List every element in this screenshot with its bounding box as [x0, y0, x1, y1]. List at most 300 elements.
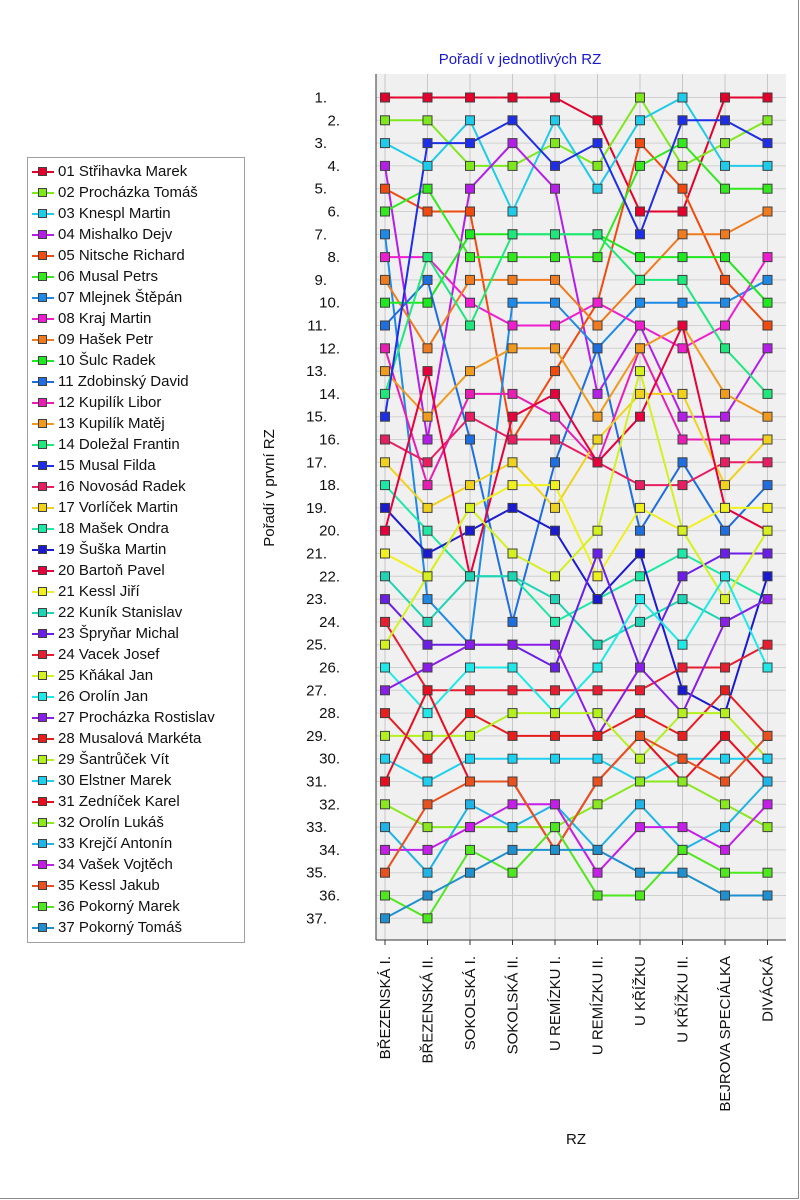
- data-point: [508, 275, 517, 284]
- legend-label: 03 Knespl Martin: [58, 205, 171, 222]
- data-point: [636, 253, 645, 262]
- legend-label: 21 Kessl Jiří: [58, 583, 140, 600]
- data-point: [551, 754, 560, 763]
- data-point: [551, 253, 560, 262]
- data-point: [508, 389, 517, 398]
- data-point: [636, 275, 645, 284]
- legend-item: [32, 581, 140, 602]
- data-point: [551, 458, 560, 467]
- data-point: [593, 686, 602, 695]
- legend-label: 29 Šantrůček Vít: [58, 751, 169, 768]
- data-point: [423, 617, 432, 626]
- legend-item: [32, 350, 156, 371]
- data-point: [508, 572, 517, 581]
- data-point: [423, 686, 432, 695]
- data-point: [678, 184, 687, 193]
- legend-label: 31 Zedníček Karel: [58, 793, 180, 810]
- legend-swatch: [32, 544, 54, 556]
- data-point: [466, 481, 475, 490]
- data-point: [721, 253, 730, 262]
- data-point: [466, 298, 475, 307]
- data-point: [636, 663, 645, 672]
- data-point: [381, 777, 390, 786]
- data-point: [636, 139, 645, 148]
- legend: [27, 157, 245, 943]
- chart-title: Pořadí v jednotlivých RZ: [438, 51, 602, 68]
- legend-label: 28 Musalová Markéta: [58, 730, 202, 747]
- data-point: [508, 503, 517, 512]
- data-point: [423, 207, 432, 216]
- data-point: [423, 412, 432, 421]
- data-point: [508, 435, 517, 444]
- data-point: [551, 731, 560, 740]
- data-point: [551, 412, 560, 421]
- data-point: [551, 503, 560, 512]
- data-point: [551, 686, 560, 695]
- data-point: [466, 868, 475, 877]
- data-point: [678, 207, 687, 216]
- data-point: [466, 845, 475, 854]
- legend-swatch: [32, 229, 54, 241]
- legend-swatch: [32, 376, 54, 388]
- data-point: [508, 298, 517, 307]
- data-point: [721, 868, 730, 877]
- data-point: [381, 207, 390, 216]
- data-point: [466, 686, 475, 695]
- data-point: [551, 321, 560, 330]
- data-point: [423, 184, 432, 193]
- legend-label: 08 Kraj Martin: [58, 310, 152, 327]
- data-point: [593, 731, 602, 740]
- legend-label: 16 Novosád Radek: [58, 478, 186, 495]
- data-point: [678, 139, 687, 148]
- legend-swatch: [32, 439, 54, 451]
- legend-item: [32, 791, 180, 812]
- y-tick-label: 34.: [319, 841, 340, 859]
- data-point: [763, 161, 772, 170]
- data-point: [381, 298, 390, 307]
- data-point: [593, 253, 602, 262]
- data-point: [763, 549, 772, 558]
- data-point: [721, 823, 730, 832]
- x-tick-label: BEJROVA SPECIÁLKA: [717, 956, 734, 1112]
- data-point: [508, 868, 517, 877]
- data-point: [678, 253, 687, 262]
- data-point: [636, 526, 645, 535]
- data-point: [466, 253, 475, 262]
- data-point: [763, 754, 772, 763]
- legend-swatch: [32, 859, 54, 871]
- legend-swatch: [32, 691, 54, 703]
- y-tick-label: 1.: [314, 89, 327, 107]
- data-point: [508, 663, 517, 672]
- data-point: [721, 230, 730, 239]
- data-point: [721, 503, 730, 512]
- data-point: [763, 891, 772, 900]
- data-point: [381, 823, 390, 832]
- y-tick-label: 11.: [307, 317, 327, 335]
- legend-label: 36 Pokorný Marek: [58, 898, 180, 915]
- data-point: [381, 321, 390, 330]
- data-point: [763, 321, 772, 330]
- data-point: [721, 709, 730, 718]
- data-point: [381, 503, 390, 512]
- data-point: [636, 731, 645, 740]
- data-point: [381, 845, 390, 854]
- legend-item: [32, 434, 180, 455]
- data-point: [423, 754, 432, 763]
- data-point: [636, 868, 645, 877]
- data-point: [678, 709, 687, 718]
- data-point: [763, 526, 772, 535]
- data-point: [423, 481, 432, 490]
- data-point: [721, 139, 730, 148]
- data-point: [636, 823, 645, 832]
- data-point: [593, 891, 602, 900]
- data-point: [763, 184, 772, 193]
- data-point: [678, 116, 687, 125]
- data-point: [381, 230, 390, 239]
- data-point: [636, 161, 645, 170]
- data-point: [423, 709, 432, 718]
- data-point: [636, 367, 645, 376]
- legend-item: [32, 329, 153, 350]
- data-point: [381, 526, 390, 535]
- y-tick-label: 21.: [306, 545, 327, 563]
- data-point: [593, 458, 602, 467]
- data-point: [423, 595, 432, 604]
- legend-swatch: [32, 817, 54, 829]
- legend-label: 20 Bartoň Pavel: [58, 562, 165, 579]
- data-point: [593, 709, 602, 718]
- data-point: [551, 367, 560, 376]
- legend-item: [32, 686, 148, 707]
- data-point: [636, 344, 645, 353]
- data-point: [593, 321, 602, 330]
- data-point: [593, 777, 602, 786]
- legend-item: [32, 392, 161, 413]
- data-point: [423, 253, 432, 262]
- data-point: [381, 640, 390, 649]
- data-point: [721, 845, 730, 854]
- data-point: [423, 868, 432, 877]
- data-point: [381, 367, 390, 376]
- x-tick-label: U REMÍZKU II.: [589, 956, 607, 1056]
- data-point: [381, 435, 390, 444]
- data-point: [466, 230, 475, 239]
- data-point: [466, 389, 475, 398]
- legend-swatch: [32, 208, 54, 220]
- data-point: [763, 207, 772, 216]
- legend-label: 09 Hašek Petr: [58, 331, 154, 348]
- data-point: [466, 503, 475, 512]
- legend-label: 35 Kessl Jakub: [58, 877, 160, 894]
- data-point: [636, 230, 645, 239]
- data-point: [466, 161, 475, 170]
- legend-swatch: [32, 355, 54, 367]
- data-point: [381, 914, 390, 923]
- data-point: [551, 595, 560, 604]
- y-tick-label: 28.: [319, 705, 340, 723]
- data-point: [678, 298, 687, 307]
- data-point: [381, 731, 390, 740]
- data-point: [763, 595, 772, 604]
- data-point: [721, 344, 730, 353]
- legend-label: 12 Kupilík Libor: [58, 394, 162, 411]
- data-point: [381, 93, 390, 102]
- data-point: [381, 891, 390, 900]
- data-point: [763, 800, 772, 809]
- data-point: [721, 184, 730, 193]
- y-tick-label: 27.: [306, 682, 327, 700]
- data-point: [381, 868, 390, 877]
- data-point: [508, 458, 517, 467]
- data-point: [721, 435, 730, 444]
- legend-label: 01 Střihavka Marek: [58, 163, 188, 180]
- data-point: [593, 389, 602, 398]
- legend-item: [32, 224, 172, 245]
- data-point: [466, 800, 475, 809]
- data-point: [636, 595, 645, 604]
- legend-swatch: [32, 523, 54, 535]
- y-tick-label: 5.: [314, 180, 327, 198]
- legend-item: [32, 182, 198, 203]
- y-tick-label: 36.: [319, 887, 340, 905]
- data-point: [381, 800, 390, 809]
- legend-item: [32, 749, 169, 770]
- y-tick-label: 8.: [327, 249, 340, 267]
- legend-swatch: [32, 460, 54, 472]
- y-tick-label: 13.: [306, 363, 327, 381]
- legend-item: [32, 707, 215, 728]
- data-point: [636, 298, 645, 307]
- legend-label: 13 Kupilík Matěj: [58, 415, 165, 432]
- data-point: [678, 230, 687, 239]
- legend-label: 04 Mishalko Dejv: [58, 226, 173, 243]
- data-point: [466, 139, 475, 148]
- data-point: [593, 230, 602, 239]
- data-point: [721, 754, 730, 763]
- data-point: [593, 663, 602, 672]
- data-point: [593, 868, 602, 877]
- data-point: [381, 412, 390, 421]
- legend-item: [32, 287, 182, 308]
- legend-item: [32, 812, 164, 833]
- legend-label: 06 Musal Petrs: [58, 268, 159, 285]
- data-point: [551, 481, 560, 490]
- data-point: [636, 572, 645, 581]
- data-point: [551, 184, 560, 193]
- legend-label: 24 Vacek Josef: [58, 646, 160, 663]
- x-tick-label: DIVÁCKÁ: [759, 956, 777, 1022]
- data-point: [593, 184, 602, 193]
- y-tick-label: 22.: [319, 568, 340, 586]
- legend-swatch: [32, 187, 54, 199]
- data-point: [721, 412, 730, 421]
- data-point: [508, 686, 517, 695]
- data-point: [508, 412, 517, 421]
- data-point: [423, 640, 432, 649]
- legend-swatch: [32, 649, 54, 661]
- y-tick-label: 17.: [306, 454, 327, 472]
- data-point: [721, 321, 730, 330]
- data-point: [636, 617, 645, 626]
- data-point: [636, 321, 645, 330]
- data-point: [763, 412, 772, 421]
- legend-swatch: [32, 733, 54, 745]
- legend-item: [32, 602, 182, 623]
- y-tick-label: 18.: [319, 477, 340, 495]
- data-point: [466, 275, 475, 284]
- data-point: [763, 458, 772, 467]
- data-point: [636, 116, 645, 125]
- legend-label: 19 Šuška Martin: [58, 541, 167, 558]
- data-point: [721, 161, 730, 170]
- legend-item: [32, 854, 173, 875]
- legend-swatch: [32, 670, 54, 682]
- data-point: [721, 617, 730, 626]
- legend-swatch: [32, 775, 54, 787]
- data-point: [636, 481, 645, 490]
- data-point: [508, 139, 517, 148]
- data-point: [678, 549, 687, 558]
- data-point: [593, 139, 602, 148]
- data-point: [721, 663, 730, 672]
- data-point: [593, 640, 602, 649]
- data-point: [636, 93, 645, 102]
- data-point: [508, 823, 517, 832]
- data-point: [636, 800, 645, 809]
- data-point: [763, 93, 772, 102]
- data-point: [678, 868, 687, 877]
- data-point: [551, 116, 560, 125]
- data-point: [593, 572, 602, 581]
- data-point: [678, 161, 687, 170]
- data-point: [381, 549, 390, 558]
- data-point: [466, 640, 475, 649]
- y-tick-label: 23.: [306, 591, 327, 609]
- data-point: [508, 344, 517, 353]
- y-tick-label: 32.: [319, 796, 340, 814]
- data-point: [381, 572, 390, 581]
- data-point: [551, 230, 560, 239]
- x-tick-label: SOKOLSKÁ II.: [504, 956, 522, 1055]
- data-point: [678, 572, 687, 581]
- data-point: [678, 731, 687, 740]
- legend-swatch: [32, 502, 54, 514]
- data-point: [466, 731, 475, 740]
- legend-label: 34 Vašek Vojtěch: [58, 856, 173, 873]
- data-point: [466, 207, 475, 216]
- y-tick-label: 19.: [306, 499, 327, 517]
- data-point: [508, 253, 517, 262]
- data-point: [763, 503, 772, 512]
- y-tick-label: 9.: [314, 271, 327, 289]
- legend-item: [32, 770, 171, 791]
- data-point: [636, 207, 645, 216]
- data-point: [763, 663, 772, 672]
- data-point: [423, 663, 432, 672]
- data-point: [763, 868, 772, 877]
- data-point: [381, 275, 390, 284]
- legend-item: [32, 917, 182, 938]
- data-point: [508, 709, 517, 718]
- data-point: [678, 640, 687, 649]
- data-point: [636, 754, 645, 763]
- data-point: [508, 640, 517, 649]
- legend-item: [32, 539, 166, 560]
- data-point: [551, 640, 560, 649]
- legend-label: 23 Špryňar Michal: [58, 625, 179, 642]
- data-point: [551, 389, 560, 398]
- data-point: [551, 161, 560, 170]
- data-point: [423, 845, 432, 854]
- data-point: [721, 731, 730, 740]
- data-point: [636, 777, 645, 786]
- legend-swatch: [32, 796, 54, 808]
- y-tick-label: 6.: [327, 203, 340, 221]
- legend-item: [32, 518, 169, 539]
- legend-item: [32, 560, 165, 581]
- data-point: [593, 595, 602, 604]
- data-point: [551, 93, 560, 102]
- y-tick-label: 15.: [306, 408, 327, 426]
- data-point: [423, 298, 432, 307]
- data-point: [721, 389, 730, 398]
- data-point: [381, 139, 390, 148]
- legend-swatch: [32, 922, 54, 934]
- data-point: [636, 549, 645, 558]
- data-point: [593, 344, 602, 353]
- x-tick-label: SOKOLSKÁ I.: [462, 956, 479, 1051]
- data-point: [763, 777, 772, 786]
- data-point: [678, 595, 687, 604]
- data-point: [423, 891, 432, 900]
- data-point: [381, 595, 390, 604]
- data-point: [508, 617, 517, 626]
- data-point: [593, 754, 602, 763]
- data-point: [551, 275, 560, 284]
- data-point: [381, 389, 390, 398]
- data-point: [678, 344, 687, 353]
- data-point: [678, 686, 687, 695]
- legend-label: 25 Kňákal Jan: [58, 667, 154, 684]
- data-point: [678, 823, 687, 832]
- y-tick-label: 33.: [306, 819, 327, 837]
- data-point: [763, 823, 772, 832]
- legend-swatch: [32, 628, 54, 640]
- legend-label: 11 Zdobinský David: [58, 373, 189, 390]
- data-point: [423, 139, 432, 148]
- legend-label: 18 Mašek Ondra: [58, 520, 169, 537]
- y-tick-label: 4.: [327, 157, 340, 175]
- data-point: [423, 93, 432, 102]
- legend-item: [32, 497, 178, 518]
- data-point: [423, 275, 432, 284]
- data-point: [593, 435, 602, 444]
- data-point: [721, 93, 730, 102]
- legend-swatch: [32, 754, 54, 766]
- data-point: [551, 709, 560, 718]
- data-point: [636, 686, 645, 695]
- data-point: [466, 572, 475, 581]
- legend-swatch: [32, 397, 54, 409]
- data-point: [678, 275, 687, 284]
- legend-label: 07 Mlejnek Štěpán: [58, 289, 183, 306]
- legend-item: [32, 455, 156, 476]
- data-point: [593, 412, 602, 421]
- legend-item: [32, 476, 186, 497]
